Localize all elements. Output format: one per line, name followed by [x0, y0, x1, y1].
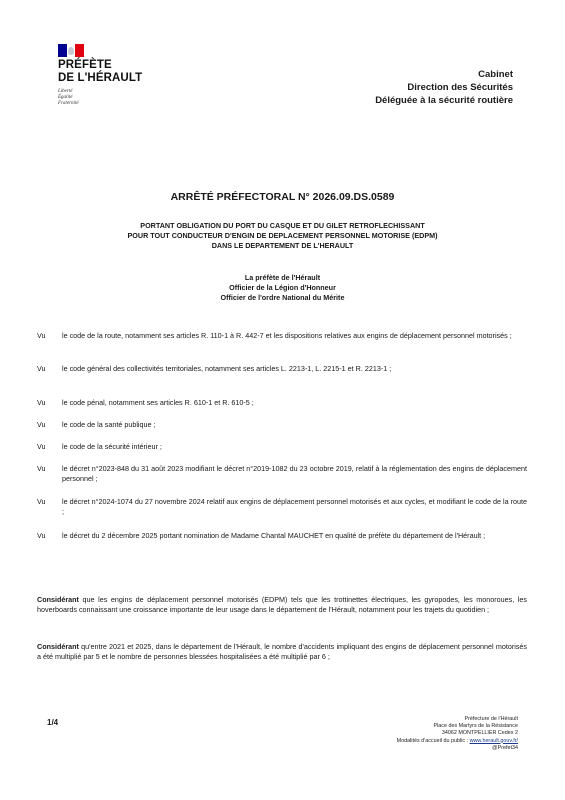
- decree-title: ARRÊTÉ PRÉFECTORAL N° 2026.09.DS.0589: [170, 191, 395, 203]
- vu-text: le code général des collectivités territoriales, notamment ses articles L. 2213-1, L. 2215-1 et R. 2213-1 ;: [62, 364, 392, 373]
- vu-text: le décret n°2023-848 du 31 août 2023 modifiant le décret n°2019-1082 du 23 octobre 2019, relatif à la réglementation des engins de déplacement personnel ;: [62, 464, 527, 483]
- service-line: Déléguée à la sécurité routière: [375, 95, 513, 106]
- decree-subject: [0, 221, 565, 251]
- access-label: Modalités d'accueil du public :: [396, 737, 470, 744]
- vu-label: Vu: [37, 420, 46, 429]
- considerant-paragraph: [37, 642, 527, 661]
- subject-line: POUR TOUT CONDUCTEUR D'ENGIN DE DEPLACEMENT PERSONNEL MOTORISE (EDPM): [127, 231, 438, 240]
- authority-line: Officier de l'ordre National du Mérite: [220, 293, 345, 302]
- vu-label: Vu: [37, 442, 46, 451]
- vu-text: le code de la santé publique ;: [62, 420, 156, 429]
- social-handle: @Prefet34: [492, 744, 518, 751]
- marianne-flag-icon: [58, 44, 84, 57]
- logo-title-line2: DE L'HÉRAULT: [58, 72, 143, 84]
- motto-fraternite: Fraternité: [58, 101, 79, 106]
- vu-text: le code de la sécurité intérieur ;: [62, 442, 162, 451]
- considerant-paragraph: [37, 595, 527, 614]
- vu-label: Vu: [37, 464, 46, 473]
- vu-label: Vu: [37, 497, 46, 506]
- authority-line: Officier de la Légion d'Honneur: [229, 283, 336, 292]
- subject-line: PORTANT OBLIGATION DU PORT DU CASQUE ET DU GILET RETROFLECHISSANT: [140, 221, 425, 230]
- footer-address-line: 34062 MONTPELLIER Cedex 2: [441, 730, 518, 737]
- issuing-service: [375, 68, 513, 107]
- vu-text: le décret du 2 décembre 2025 portant nomination de Madame Chantal MAUCHET en qualité de préfète du département de l'Hérault ;: [62, 531, 486, 540]
- subject-line: DANS LE DEPARTEMENT DE L'HERAULT: [211, 241, 354, 250]
- footer-address-line: Préfecture de l'Hérault: [464, 716, 518, 722]
- footer-address-line: Place des Martyrs de la Résistance: [433, 723, 518, 730]
- page-number: 1/4: [47, 718, 59, 727]
- motto-liberte: Liberté: [58, 89, 73, 94]
- vu-label: Vu: [37, 331, 46, 340]
- vu-text: le décret n°2024-1074 du 27 novembre 2024 relatif aux engins de déplacement personnel motorisés et aux cycles, et modifiant le code de la route ;: [62, 497, 527, 516]
- website-link[interactable]: www.herault.gouv.fr/: [469, 737, 518, 744]
- issuing-authority: [0, 273, 565, 303]
- footer-contact: [397, 716, 518, 752]
- motto-egalite: Égalité: [58, 95, 73, 100]
- vu-label: Vu: [37, 398, 46, 407]
- vu-label: Vu: [37, 531, 46, 540]
- considerant-label: Considérant: [37, 595, 79, 604]
- considerant-label: Considérant: [37, 642, 79, 651]
- vu-label: Vu: [37, 364, 46, 373]
- service-line: Direction des Sécurités: [407, 82, 513, 93]
- footer-access-line: [397, 738, 518, 745]
- vu-text: le code pénal, notamment ses articles R. 610-1 et R. 610-5 ;: [62, 398, 254, 407]
- considerant-text: que les engins de déplacement personnel motorisés (EDPM) tels que les trottinettes électriques, les gyropodes, les monoroues, les hoverboards connaissant une croissance importante de leur usage dans le département de l'Hérault, notamment pour les trajets du quotidien ;: [37, 595, 527, 614]
- authority-line: La préfète de l'Hérault: [244, 273, 321, 282]
- vu-text: le code de la route, notamment ses articles R. 110-1 à R. 442-7 et les dispositions relatives aux engins de déplacement personnel motorisés ;: [62, 331, 512, 340]
- considerant-text: qu'entre 2021 et 2025, dans le département de l'Hérault, le nombre d'accidents impliquant des engins de déplacement personnel motorisés a été multiplié par 5 et le nombre de personnes blessées hospitalisées a été multiplié par 6 ;: [37, 642, 527, 661]
- logo-title-line1: PRÉFÈTE: [58, 59, 112, 71]
- service-line: Cabinet: [478, 69, 513, 80]
